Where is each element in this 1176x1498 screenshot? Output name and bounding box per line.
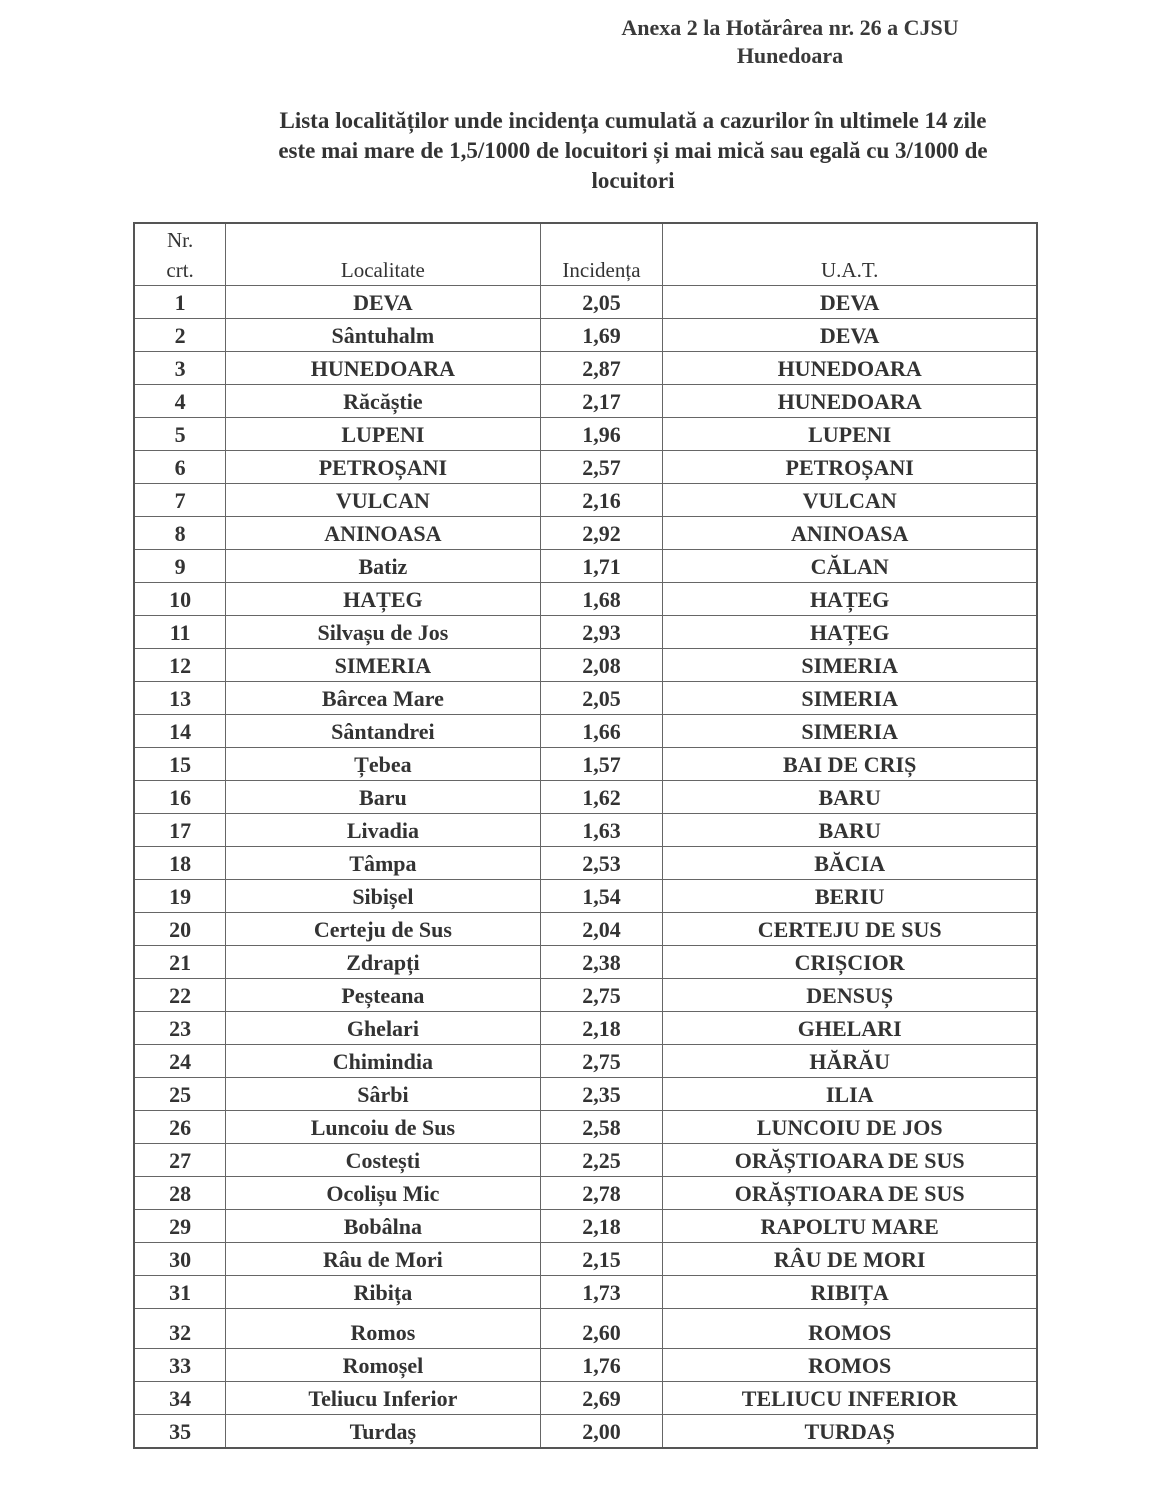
cell-incidenta: 2,53 [540,846,663,879]
table-row [134,912,1037,945]
cell-nr: 17 [134,813,226,846]
cell-nr: 23 [134,1011,226,1044]
cell-localitate: Sibișel [226,879,540,912]
cell-localitate: Bârcea Mare [226,681,540,714]
cell-incidenta: 2,25 [540,1143,663,1176]
cell-incidenta: 2,17 [540,384,663,417]
cell-nr: 5 [134,417,226,450]
cell-incidenta: 2,69 [540,1381,663,1414]
cell-nr: 19 [134,879,226,912]
cell-incidenta: 2,05 [540,285,663,318]
cell-localitate: Luncoiu de Sus [226,1110,540,1143]
cell-incidenta: 1,68 [540,582,663,615]
cell-uat: RAPOLTU MARE [663,1209,1037,1242]
cell-nr: 12 [134,648,226,681]
table-row [134,1011,1037,1044]
table-row [134,285,1037,318]
cell-uat: RIBIȚA [663,1275,1037,1308]
cell-localitate: Turdaș [226,1414,540,1448]
cell-localitate: Baru [226,780,540,813]
cell-incidenta: 2,00 [540,1414,663,1448]
cell-uat: ANINOASA [663,516,1037,549]
cell-nr: 9 [134,549,226,582]
cell-localitate: Ghelari [226,1011,540,1044]
cell-incidenta: 1,66 [540,714,663,747]
table-row [134,1242,1037,1275]
table-row [134,549,1037,582]
cell-nr: 3 [134,351,226,384]
cell-incidenta: 2,16 [540,483,663,516]
cell-nr: 27 [134,1143,226,1176]
cell-uat: BARU [663,780,1037,813]
table-row [134,516,1037,549]
cell-incidenta: 2,87 [540,351,663,384]
table-body [134,285,1037,1448]
table-row [134,945,1037,978]
cell-localitate: LUPENI [226,417,540,450]
cell-uat: BERIU [663,879,1037,912]
cell-uat: DEVA [663,285,1037,318]
cell-incidenta: 1,76 [540,1348,663,1381]
cell-incidenta: 2,92 [540,516,663,549]
table-row [134,1381,1037,1414]
cell-localitate: Sântuhalm [226,318,540,351]
cell-incidenta: 1,63 [540,813,663,846]
cell-localitate: Ribița [226,1275,540,1308]
cell-incidenta: 2,75 [540,1044,663,1077]
cell-localitate: Ocolișu Mic [226,1176,540,1209]
cell-uat: HUNEDOARA [663,384,1037,417]
cell-nr: 31 [134,1275,226,1308]
cell-uat: TELIUCU INFERIOR [663,1381,1037,1414]
title-line-3: locuitori [591,168,675,193]
table-row [134,1176,1037,1209]
cell-incidenta: 1,71 [540,549,663,582]
title-line-1: Lista localităților unde incidența cumulată a cazurilor în ultimele 14 zile [279,108,987,133]
cell-uat: CĂLAN [663,549,1037,582]
cell-nr: 6 [134,450,226,483]
cell-uat: LUNCOIU DE JOS [663,1110,1037,1143]
cell-nr: 26 [134,1110,226,1143]
cell-uat: ILIA [663,1077,1037,1110]
table-row [134,780,1037,813]
cell-uat: HAȚEG [663,582,1037,615]
cell-nr: 13 [134,681,226,714]
cell-nr: 18 [134,846,226,879]
table-row [134,1348,1037,1381]
cell-localitate: Sârbi [226,1077,540,1110]
cell-localitate: Teliucu Inferior [226,1381,540,1414]
cell-incidenta: 1,62 [540,780,663,813]
header-nr-line-1: Nr. [166,227,194,252]
cell-nr: 14 [134,714,226,747]
header-uat: U.A.T. [663,223,1037,285]
cell-localitate: Răcăștie [226,384,540,417]
cell-incidenta: 2,60 [540,1308,663,1348]
table-row [134,384,1037,417]
cell-incidenta: 1,69 [540,318,663,351]
cell-nr: 34 [134,1381,226,1414]
table-row [134,1110,1037,1143]
table-row [134,318,1037,351]
table-row [134,1308,1037,1348]
cell-nr: 2 [134,318,226,351]
cell-localitate: ANINOASA [226,516,540,549]
cell-nr: 32 [134,1308,226,1348]
annex-line-2: Hunedoara [736,43,844,68]
cell-uat: ORĂȘTIOARA DE SUS [663,1176,1037,1209]
cell-incidenta: 2,75 [540,978,663,1011]
cell-uat: HUNEDOARA [663,351,1037,384]
table-row [134,1209,1037,1242]
cell-nr: 1 [134,285,226,318]
cell-localitate: Bobâlna [226,1209,540,1242]
table-row [134,1414,1037,1448]
cell-nr: 29 [134,1209,226,1242]
table-row [134,879,1037,912]
header-nr-line-2: crt. [166,257,194,282]
cell-uat: RÂU DE MORI [663,1242,1037,1275]
cell-nr: 15 [134,747,226,780]
cell-nr: 20 [134,912,226,945]
cell-incidenta: 2,05 [540,681,663,714]
cell-uat: DEVA [663,318,1037,351]
table-row [134,846,1037,879]
cell-uat: SIMERIA [663,681,1037,714]
cell-incidenta: 2,04 [540,912,663,945]
header-incidenta: Incidența [540,223,663,285]
cell-localitate: Romos [226,1308,540,1348]
cell-localitate: Zdrapți [226,945,540,978]
cell-localitate: HUNEDOARA [226,351,540,384]
header-nr-crt [134,223,226,285]
cell-uat: VULCAN [663,483,1037,516]
cell-localitate: Țebea [226,747,540,780]
cell-incidenta: 2,78 [540,1176,663,1209]
cell-nr: 7 [134,483,226,516]
cell-incidenta: 1,54 [540,879,663,912]
cell-nr: 21 [134,945,226,978]
cell-incidenta: 2,58 [540,1110,663,1143]
cell-localitate: Tâmpa [226,846,540,879]
cell-localitate: Livadia [226,813,540,846]
table-row [134,615,1037,648]
table-header-row [134,223,1037,285]
cell-nr: 10 [134,582,226,615]
cell-uat: BAI DE CRIȘ [663,747,1037,780]
localities-table [133,222,1038,1449]
cell-localitate: PETROȘANI [226,450,540,483]
cell-uat: BARU [663,813,1037,846]
table-row [134,417,1037,450]
cell-uat: TURDAȘ [663,1414,1037,1448]
cell-incidenta: 1,57 [540,747,663,780]
cell-localitate: SIMERIA [226,648,540,681]
cell-incidenta: 1,73 [540,1275,663,1308]
cell-localitate: Costești [226,1143,540,1176]
cell-localitate: Râu de Mori [226,1242,540,1275]
table-row [134,1143,1037,1176]
cell-incidenta: 2,57 [540,450,663,483]
table-row [134,681,1037,714]
cell-uat: CRIȘCIOR [663,945,1037,978]
title-line-2: este mai mare de 1,5/1000 de locuitori și mai mică sau egală cu 3/1000 de [278,138,988,163]
cell-nr: 22 [134,978,226,1011]
table-row [134,483,1037,516]
table-row [134,1077,1037,1110]
cell-incidenta: 2,35 [540,1077,663,1110]
table-row [134,351,1037,384]
document-title [200,106,1066,196]
cell-nr: 28 [134,1176,226,1209]
cell-localitate: Romoșel [226,1348,540,1381]
cell-uat: PETROȘANI [663,450,1037,483]
cell-localitate: Peșteana [226,978,540,1011]
cell-uat: BĂCIA [663,846,1037,879]
table-row [134,582,1037,615]
cell-uat: HAȚEG [663,615,1037,648]
cell-localitate: HAȚEG [226,582,540,615]
cell-nr: 24 [134,1044,226,1077]
annex-line-1: Anexa 2 la Hotărârea nr. 26 a CJSU [621,15,959,40]
cell-nr: 30 [134,1242,226,1275]
cell-nr: 33 [134,1348,226,1381]
cell-localitate: Sântandrei [226,714,540,747]
cell-localitate: DEVA [226,285,540,318]
cell-nr: 25 [134,1077,226,1110]
cell-localitate: VULCAN [226,483,540,516]
cell-incidenta: 2,15 [540,1242,663,1275]
cell-uat: ROMOS [663,1308,1037,1348]
cell-nr: 11 [134,615,226,648]
cell-localitate: Silvașu de Jos [226,615,540,648]
cell-incidenta: 1,96 [540,417,663,450]
cell-localitate: Chimindia [226,1044,540,1077]
cell-localitate: Batiz [226,549,540,582]
table-row [134,1044,1037,1077]
table-row [134,978,1037,1011]
header-localitate: Localitate [226,223,540,285]
cell-uat: CERTEJU DE SUS [663,912,1037,945]
annex-reference [560,14,1020,70]
cell-nr: 4 [134,384,226,417]
table-row [134,714,1037,747]
table-row [134,450,1037,483]
table-row [134,747,1037,780]
cell-uat: SIMERIA [663,648,1037,681]
cell-uat: GHELARI [663,1011,1037,1044]
table-row [134,648,1037,681]
cell-nr: 16 [134,780,226,813]
cell-uat: LUPENI [663,417,1037,450]
cell-uat: ROMOS [663,1348,1037,1381]
cell-incidenta: 2,93 [540,615,663,648]
cell-uat: ORĂȘTIOARA DE SUS [663,1143,1037,1176]
cell-uat: HĂRĂU [663,1044,1037,1077]
cell-uat: SIMERIA [663,714,1037,747]
cell-incidenta: 2,18 [540,1209,663,1242]
table-row [134,1275,1037,1308]
cell-incidenta: 2,38 [540,945,663,978]
cell-nr: 8 [134,516,226,549]
cell-incidenta: 2,08 [540,648,663,681]
cell-uat: DENSUȘ [663,978,1037,1011]
cell-nr: 35 [134,1414,226,1448]
cell-incidenta: 2,18 [540,1011,663,1044]
table-row [134,813,1037,846]
cell-localitate: Certeju de Sus [226,912,540,945]
